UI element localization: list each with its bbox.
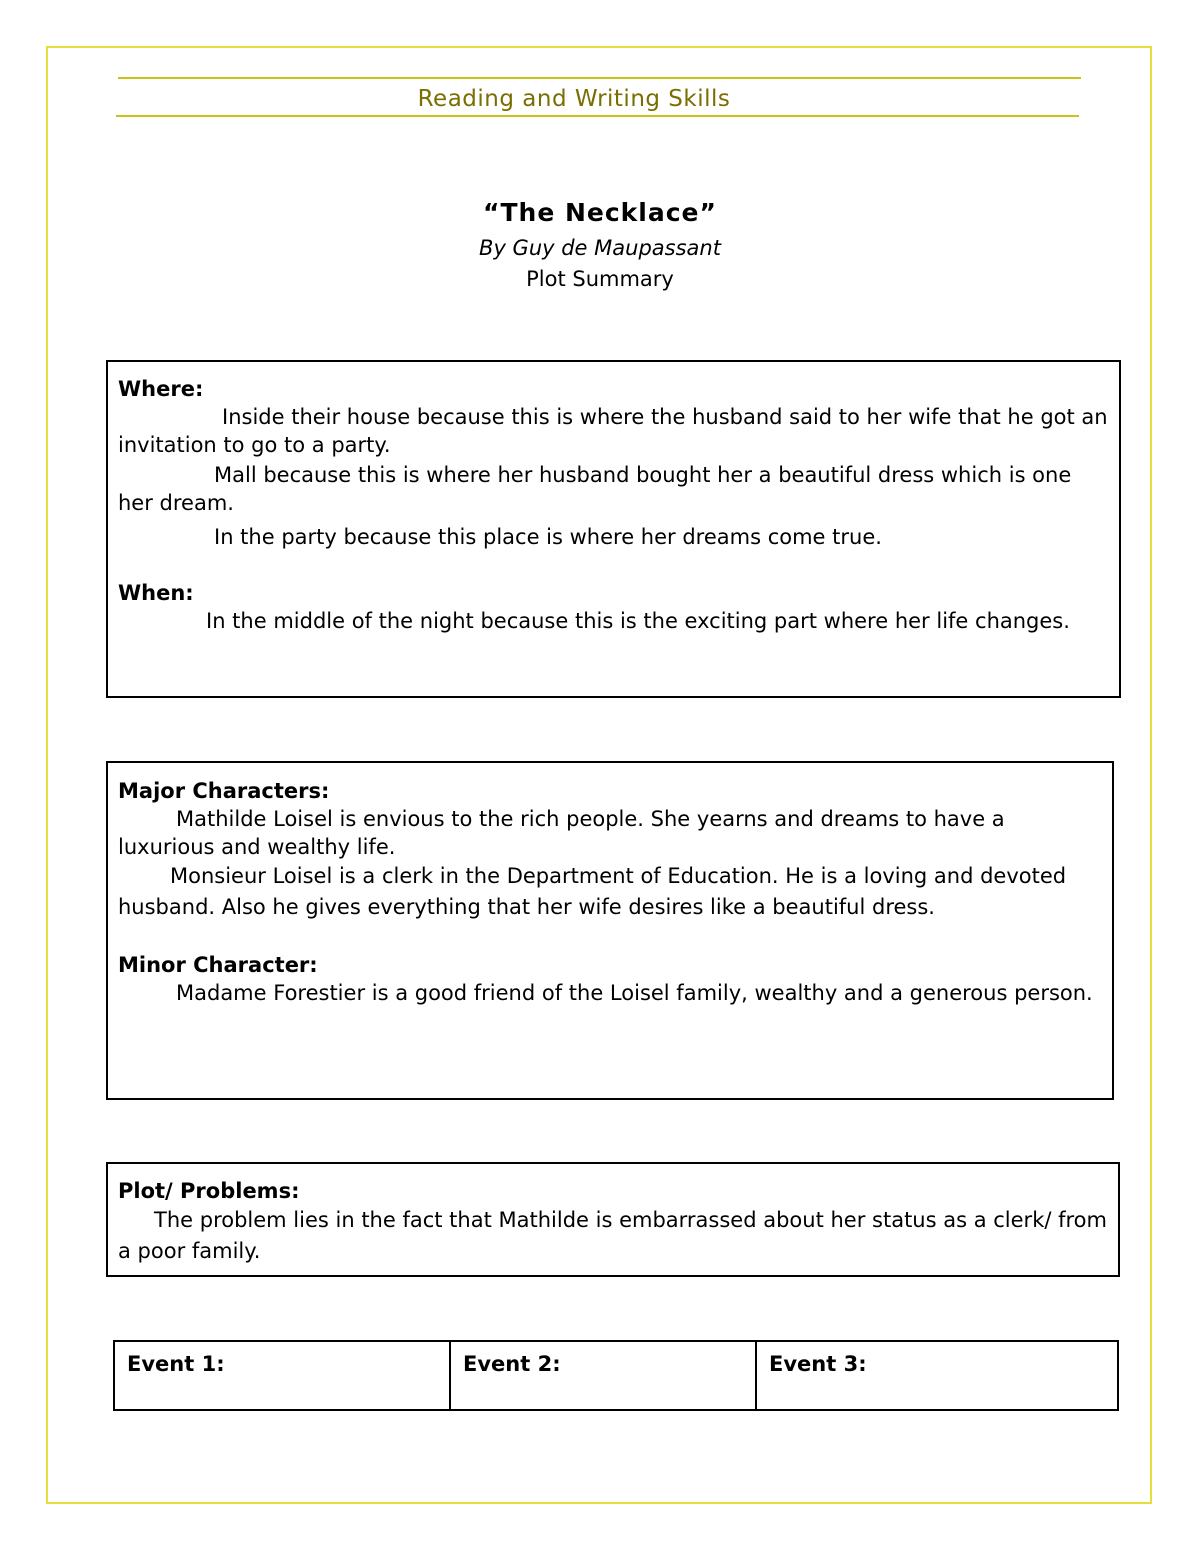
minor-character-item: Madame Forestier is a good friend of the Loisel family, wealthy and a generous person. — [176, 981, 1093, 1005]
story-subtitle: Plot Summary — [526, 267, 674, 291]
major-characters-label: Major Characters: — [118, 779, 330, 803]
header-rule-top — [118, 77, 1081, 79]
where-item: Mall because this is where her husband bought her a beautiful dress which is one her dream. — [118, 463, 1072, 515]
plot-text: The problem lies in the fact that Mathilde is embarrassed about her status as a clerk/ from a poor family. — [118, 1208, 1107, 1263]
where-item: In the party because this place is where her dreams come true. — [214, 525, 882, 549]
characters-box — [106, 761, 1114, 1100]
story-author: By Guy de Maupassant — [479, 236, 721, 260]
minor-character-label: Minor Character: — [118, 953, 318, 977]
event-cell-2: Event 2: — [449, 1342, 755, 1409]
plot-box — [106, 1162, 1120, 1277]
setting-box — [106, 360, 1121, 698]
story-title: “The Necklace” — [483, 198, 717, 227]
major-character-item: Monsieur Loisel is a clerk in the Department of Education. He is a loving and devoted husband. Also he gives everything that her wife desires like a beautiful dress. — [118, 864, 1067, 919]
event-cell-1: Event 1: — [127, 1352, 225, 1376]
spacer — [118, 923, 1102, 951]
header-rule-bottom — [116, 115, 1079, 117]
plot-label: Plot/ Problems: — [118, 1179, 300, 1203]
when-label: When: — [118, 581, 194, 605]
event-cell-3: Event 3: — [755, 1342, 1117, 1409]
where-label: Where: — [118, 377, 204, 401]
major-character-item: Mathilde Loisel is envious to the rich people. She yearns and dreams to have a luxurious and wealthy life. — [118, 807, 1005, 859]
where-item: Inside their house because this is where the husband said to her wife that he got an invitation to go to a party. — [118, 405, 1108, 457]
spacer — [118, 551, 1109, 579]
header-title: Reading and Writing Skills — [417, 86, 731, 112]
when-text: In the middle of the night because this is the exciting part where her life changes. — [206, 609, 1070, 633]
events-table — [113, 1340, 1119, 1411]
